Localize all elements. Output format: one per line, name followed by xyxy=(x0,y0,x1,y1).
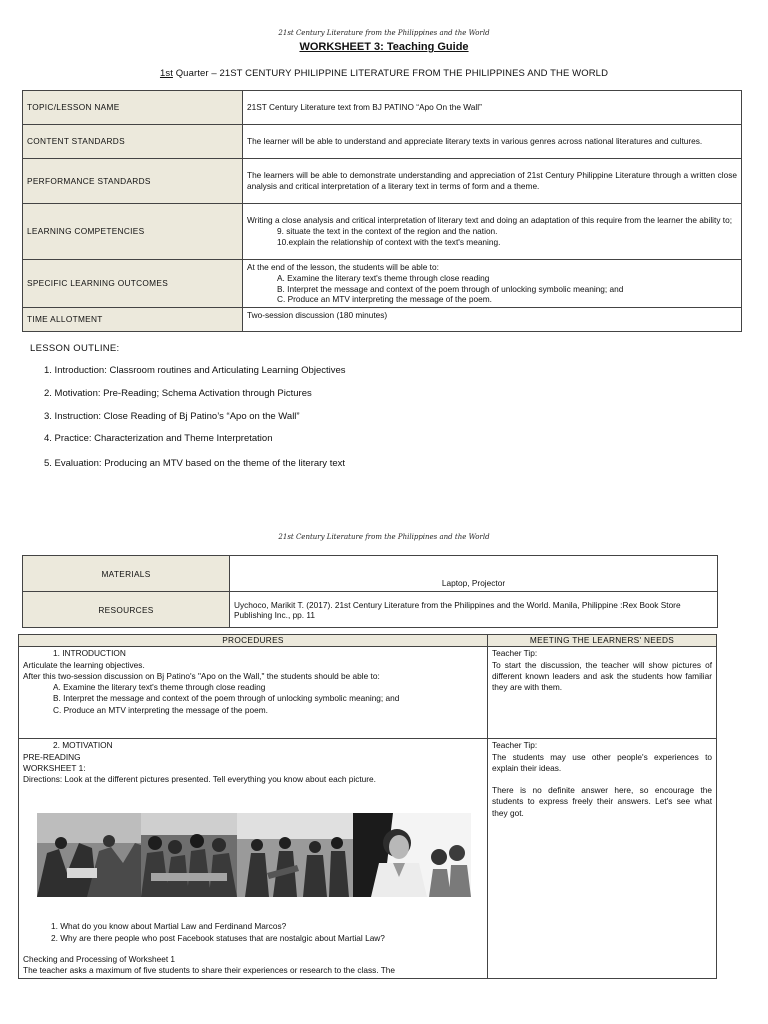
martial-law-photo-strip xyxy=(37,813,483,897)
discussion-question: 1. What do you know about Martial Law and Ferdinand Marcos? xyxy=(51,921,287,932)
teacher-tip-title: Teacher Tip: xyxy=(492,740,538,751)
performance-standards-label: PERFORMANCE STANDARDS xyxy=(23,159,243,204)
materials-label: MATERIALS xyxy=(23,556,230,592)
content-standards-label: CONTENT STANDARDS xyxy=(23,125,243,159)
outcome-item: B. Interpret the message and context of the poem through of unlocking symbolic meaning; and xyxy=(277,283,624,294)
procedures-header: PROCEDURES xyxy=(19,635,488,647)
outline-item: 4. Practice: Characterization and Theme Interpretation xyxy=(44,433,273,444)
protest-photo-2 xyxy=(141,813,237,897)
intro-objective: A. Examine the literary text's theme through close reading xyxy=(53,682,266,693)
intro-text: After this two-session discussion on Bj Patino's "Apo on the Wall," the students should be able to: xyxy=(23,670,380,681)
introduction-cell xyxy=(19,647,488,739)
competencies-intro: Writing a close analysis and critical interpretation of literary text and doing an adaptation of this require from the learner the ability to; xyxy=(247,215,733,226)
introduction-heading: 1. INTRODUCTION xyxy=(53,648,126,659)
teaching-guide-table xyxy=(22,90,742,332)
learning-outcomes-cell xyxy=(243,260,742,308)
teacher-tip-text: To start the discussion, the teacher will show pictures of different known leaders and ask the students how familiar they are with them. xyxy=(492,659,712,693)
intro-objective: B. Interpret the message and context of the poem through of unlocking symbolic meaning; and xyxy=(53,693,400,704)
worksheet-title: WORKSHEET 3: Teaching Guide xyxy=(299,41,469,53)
discussion-question: 2. Why are there people who post Facebook statuses that are nostalgic about Martial Law? xyxy=(51,932,385,943)
marcos-photo xyxy=(353,813,471,897)
outline-item: 1. Introduction: Classroom routines and Articulating Learning Objectives xyxy=(44,365,346,376)
intro-text: Articulate the learning objectives. xyxy=(23,659,145,670)
running-header: 21st Century Literature from the Philippines and the World xyxy=(278,29,490,37)
outcome-item: A. Examine the literary text's theme through close reading xyxy=(277,272,490,283)
time-allotment-label: TIME ALLOTMENT xyxy=(23,308,243,332)
materials-value: Laptop, Projector xyxy=(230,556,718,592)
content-standards-value: The learner will be able to understand and appreciate literary texts in various genres across national literatures and cultures. xyxy=(243,125,742,159)
resources-value: Uychoco, Marikit T. (2017). 21st Century Literature from the Philippines and the World. Manila, Philippine :Rex Book Store Publishing Inc., pp. 11 xyxy=(230,592,718,628)
teacher-tip-cell xyxy=(488,647,717,739)
quarter-subject: Quarter – 21ST CENTURY PHILIPPINE LITERATURE FROM THE PHILIPPINES AND THE WORLD xyxy=(172,68,609,79)
motivation-heading: 2. MOTIVATION xyxy=(53,740,113,751)
procedures-table xyxy=(18,634,717,979)
worksheet-label: WORKSHEET 1: xyxy=(23,762,86,773)
checking-title: Checking and Processing of Worksheet 1 xyxy=(23,953,176,964)
materials-table xyxy=(22,555,718,628)
teacher-tip-text: The students may use other people's experiences to explain their ideas. xyxy=(492,751,712,773)
topic-label: TOPIC/LESSON NAME xyxy=(23,91,243,125)
quarter-line xyxy=(0,68,768,79)
resources-label: RESOURCES xyxy=(23,592,230,628)
outcomes-intro: At the end of the lesson, the students will be able to: xyxy=(247,262,439,272)
checking-text: The teacher asks a maximum of five students to share their experiences or research to the class. The xyxy=(23,965,395,976)
competency-item: 9. situate the text in the context of the region and the nation. xyxy=(277,226,498,237)
learning-competencies-label: LEARNING COMPETENCIES xyxy=(23,204,243,260)
intro-objective: C. Produce an MTV interpreting the message of the poem. xyxy=(53,704,268,715)
competency-item: 10.explain the relationship of context with the text's meaning. xyxy=(277,236,501,247)
directions-text: Directions: Look at the different pictures presented. Tell everything you know about each picture. xyxy=(23,774,376,785)
time-allotment-value: Two-session discussion (180 minutes) xyxy=(243,308,742,332)
topic-value: 21ST Century Literature text from BJ PATINO “Apo On the Wall” xyxy=(243,91,742,125)
teacher-tip-text: There is no definite answer here, so encourage the students to express freely their answers. Let's see what they got. xyxy=(492,785,712,818)
protest-photo-3 xyxy=(237,813,353,897)
teacher-tip-cell xyxy=(488,739,717,978)
lesson-outline-title: LESSON OUTLINE: xyxy=(30,343,120,354)
motivation-cell xyxy=(19,739,488,978)
learners-needs-header: MEETING THE LEARNERS' NEEDS xyxy=(488,635,717,647)
teacher-tip-title: Teacher Tip: xyxy=(492,648,538,659)
learning-competencies-cell xyxy=(243,204,742,260)
protest-photo-1 xyxy=(37,813,141,897)
pre-reading-label: PRE-READING xyxy=(23,751,81,762)
running-header: 21st Century Literature from the Philippines and the World xyxy=(278,533,490,541)
learning-outcomes-label: SPECIFIC LEARNING OUTCOMES xyxy=(23,260,243,308)
quarter-number: 1st xyxy=(159,68,173,79)
outcome-item: C. Produce an MTV interpreting the message of the poem. xyxy=(277,294,492,305)
outline-item: 2. Motivation: Pre-Reading; Schema Activation through Pictures xyxy=(44,388,312,399)
performance-standards-value: The learners will be able to demonstrate understanding and appreciation of 21st Century Philippine Literature through a written close analysis and critical interpretation of a literary text in terms of form and a theme. xyxy=(243,159,742,204)
outline-item: 3. Instruction: Close Reading of Bj Patino’s “Apo on the Wall” xyxy=(44,411,300,422)
outline-item: 5. Evaluation: Producing an MTV based on the theme of the literary text xyxy=(44,458,346,469)
